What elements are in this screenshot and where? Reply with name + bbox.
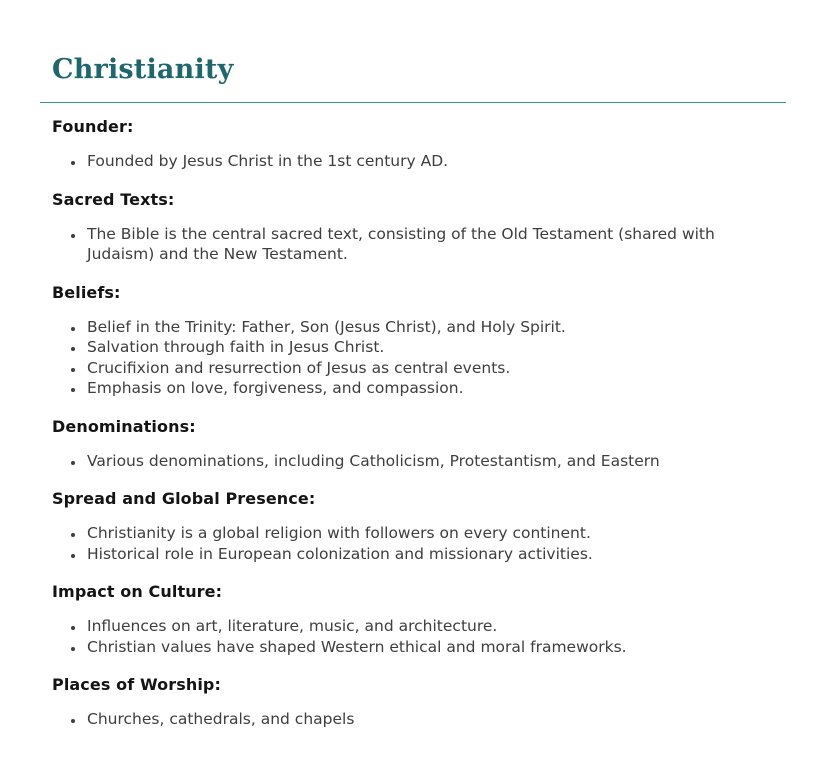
- section: [52, 488, 780, 564]
- bullet-item: • Founded by Jesus Christ in the 1st century AD.: [85, 151, 780, 172]
- section-heading: Impact on Culture:: [52, 582, 223, 601]
- bullet-list: [52, 709, 780, 730]
- section: [52, 581, 780, 657]
- section: [52, 189, 780, 265]
- bullet-item: • Christianity is a global religion with followers on every continent.: [85, 523, 780, 544]
- section: [52, 674, 780, 730]
- bullet-item: • The Bible is the central sacred text, consisting of the Old Testament (shared with Judaism) and the New Testament.: [85, 224, 780, 265]
- section: [52, 282, 780, 399]
- bullet-list: [52, 151, 780, 172]
- bullet-list: [52, 451, 780, 472]
- bullet-item: • Various denominations, including Catholicism, Protestantism, and Eastern: [85, 451, 780, 472]
- bullet-item: • Historical role in European colonization and missionary activities.: [85, 544, 780, 565]
- bullet-item: • Salvation through faith in Jesus Christ.: [85, 337, 780, 358]
- section-heading: Places of Worship:: [52, 675, 221, 694]
- bullet-list: [52, 224, 780, 265]
- page-title: Christianity: [52, 54, 234, 85]
- section-heading: Founder:: [52, 117, 134, 136]
- bullet-item: • Christian values have shaped Western ethical and moral frameworks.: [85, 637, 780, 658]
- section-heading: Spread and Global Presence:: [52, 489, 316, 508]
- content-sections: [52, 116, 780, 730]
- bullet-item: • Emphasis on love, forgiveness, and compassion.: [85, 378, 780, 399]
- section: [52, 116, 780, 172]
- section: [52, 416, 780, 472]
- bullet-list: [52, 523, 780, 564]
- bullet-item: • Crucifixion and resurrection of Jesus as central events.: [85, 358, 780, 379]
- section-heading: Beliefs:: [52, 282, 121, 302]
- section-heading: Sacred Texts:: [52, 189, 175, 209]
- bullet-item: • Belief in the Trinity: Father, Son (Jesus Christ), and Holy Spirit.: [85, 317, 780, 338]
- bullet-item: • Churches, cathedrals, and chapels: [85, 709, 780, 730]
- bullet-list: [52, 616, 780, 657]
- bullet-item: • Influences on art, literature, music, and architecture.: [85, 616, 780, 637]
- section-heading: Denominations:: [52, 416, 196, 436]
- title-divider: [40, 102, 786, 103]
- bullet-list: [52, 317, 780, 399]
